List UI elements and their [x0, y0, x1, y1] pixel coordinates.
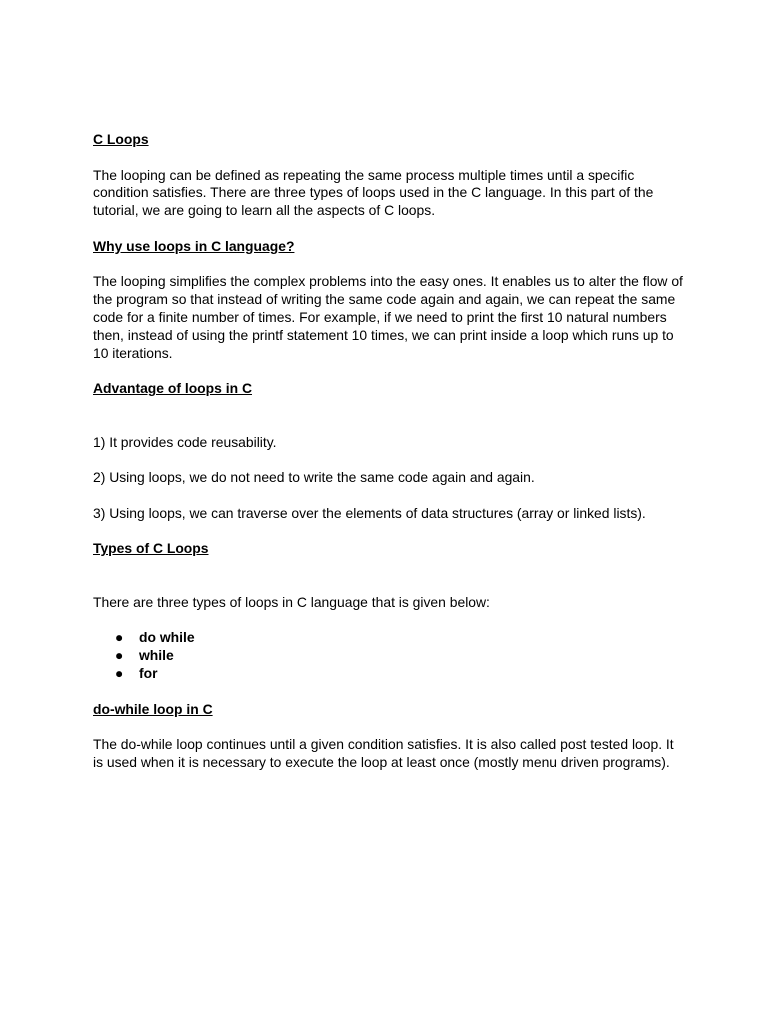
document-page — [93, 131, 683, 772]
dowhile-paragraph: The do-while loop continues until a given condition satisfies. It is also called post tested loop. It is used when it is necessary to execute the loop at least once (mostly menu driven programs). — [93, 736, 674, 770]
advantage-heading: Advantage of loops in C — [93, 380, 252, 397]
bullet-icon: ● — [115, 629, 124, 646]
intro-paragraph: The looping can be defined as repeating the same process multiple times until a specific condition satisfies. There are three types of loops used in the C language. In this part of the tutorial, we are going to learn all the aspects of C loops. — [93, 166, 654, 219]
list-item — [93, 647, 683, 665]
list-item-label: while — [139, 647, 174, 664]
document-title: C Loops — [93, 131, 149, 147]
list-item-label: for — [139, 664, 158, 681]
types-heading: Types of C Loops — [93, 540, 209, 557]
list-item — [93, 629, 683, 647]
list-item — [93, 665, 683, 683]
why-heading: Why use loops in C language? — [93, 237, 295, 254]
bullet-icon: ● — [115, 647, 124, 664]
advantage-item: 2) Using loops, we do not need to write the same code again and again. — [93, 469, 535, 486]
advantage-item: 3) Using loops, we can traverse over the elements of data structures (array or linked lists). — [93, 504, 646, 521]
types-intro: There are three types of loops in C language that is given below: — [93, 593, 490, 610]
list-item-label: do while — [139, 629, 195, 646]
advantage-item: 1) It provides code reusability. — [93, 433, 277, 450]
loop-types-list — [93, 629, 683, 682]
why-paragraph: The looping simplifies the complex problems into the easy ones. It enables us to alter the flow of the program so that instead of writing the same code again and again, we can repeat the same code for a finite number of times. For example, if we need to print the first 10 natural numbers then, instead of using the printf statement 10 times, we can print inside a loop which runs up to 10 iterations. — [93, 273, 683, 361]
dowhile-heading: do-while loop in C — [93, 700, 213, 717]
bullet-icon: ● — [115, 664, 124, 681]
